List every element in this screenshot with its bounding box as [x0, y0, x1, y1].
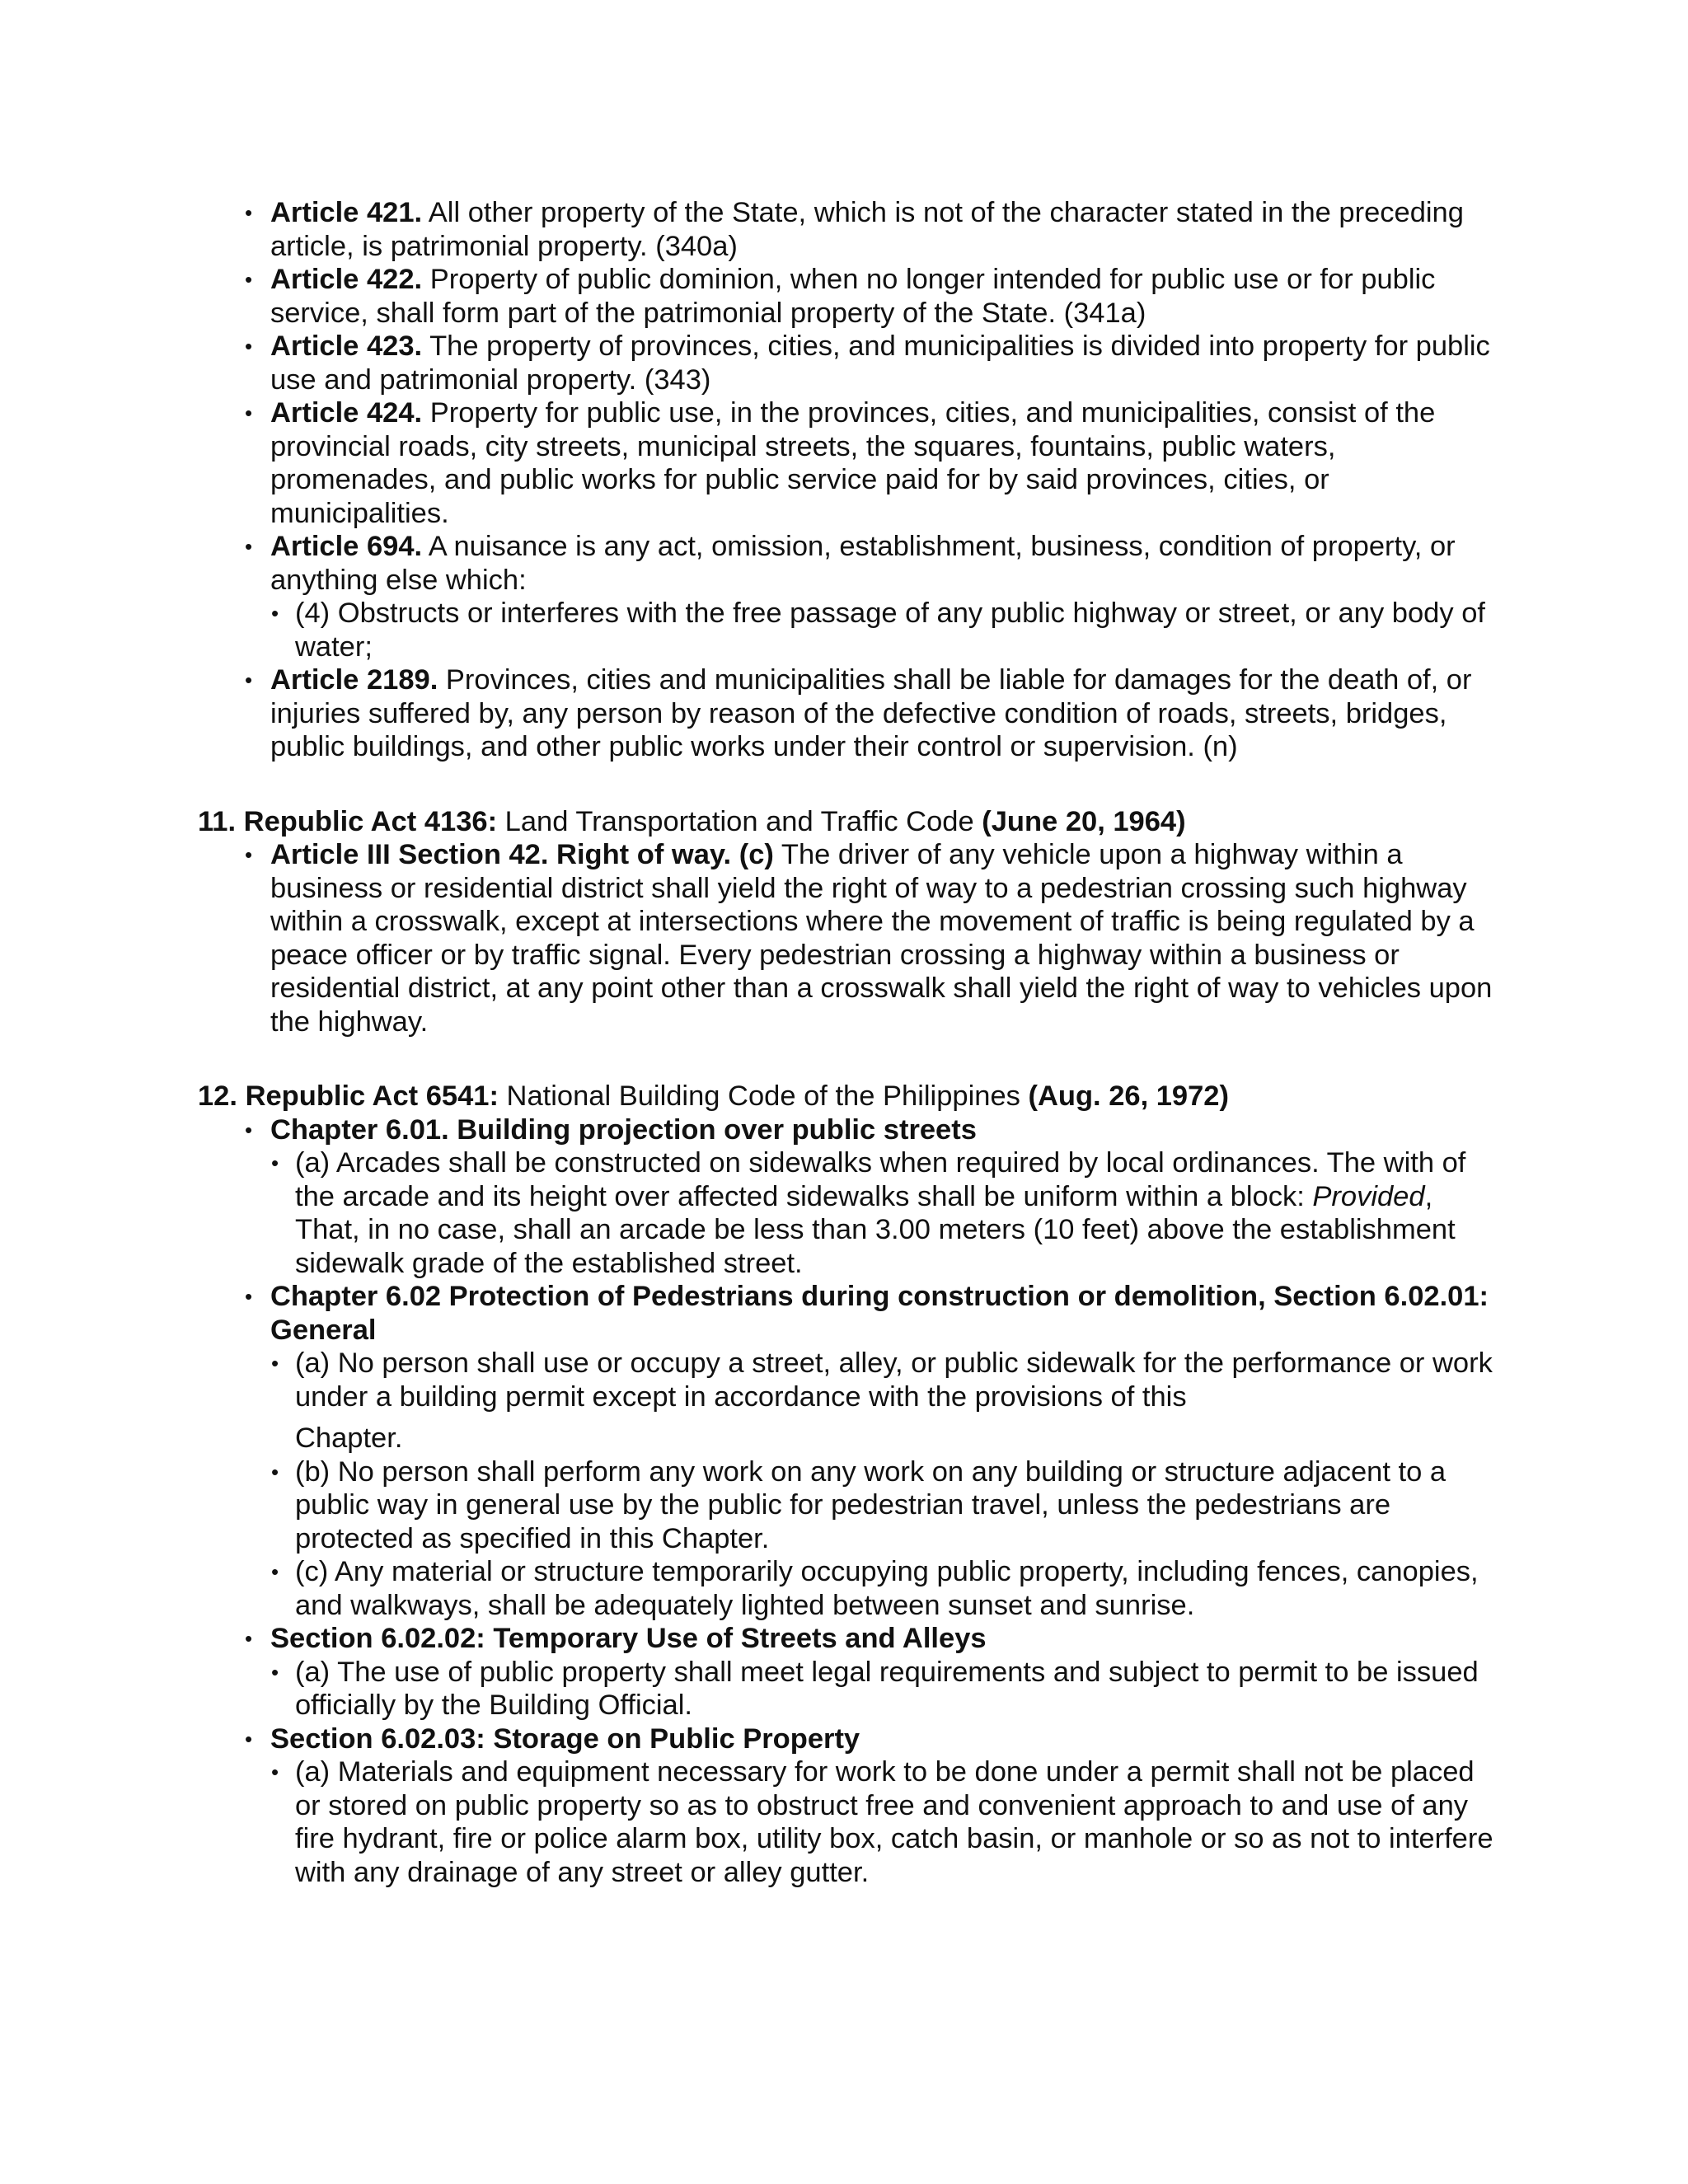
subitem-text-cont: , That, in no case, shall an arcade be less than 3.00 meters (10 feet) above the establishment sidewalk grade of the established street. [295, 1180, 1456, 1279]
article-text: Provinces, cities and municipalities shall be liable for damages for the death of, or injuries suffered by, any person by reason of the defective condition of roads, streets, bridges, public buildings, and other public works under their control or supervision. (n) [270, 664, 1472, 762]
article-number: Article 421. [270, 197, 423, 228]
subitem-text: (a) Materials and equipment necessary for work to be done under a permit shall not be placed or stored on public property so as to obstruct free and convenient approach to and use of any fire hydrant, fire or police alarm box, utility box, catch basin, or manhole or so as not to interfere with any drainage of any street or alley gutter. [295, 1756, 1493, 1888]
list-item-section-6-02-02 [270, 1622, 1498, 1656]
article-number: Article 2189. [270, 664, 438, 696]
act-name: Republic Act 4136: [243, 805, 498, 837]
act-date: (June 20, 1964) [982, 805, 1186, 837]
article-number: Article 422. [270, 264, 423, 295]
subitem-text: (b) No person shall perform any work on any work on any building or structure adjacent to a public way in general use by the public for pedestrian travel, unless the pedestrians are protected as specified in this Chapter. [295, 1455, 1447, 1554]
list-subitem-6-01-a [295, 1146, 1498, 1280]
list-item-right-of-way [270, 838, 1498, 1038]
item-heading: Article III Section 42. Right of way. (c) [270, 839, 774, 870]
subitem-text: (4) Obstructs or interferes with the free passage of any public highway or street, or any body of water; [295, 598, 1485, 663]
act-name: Republic Act 6541: [245, 1080, 499, 1112]
article-text: Property of public dominion, when no longer intended for public use or for public service, shall form part of the patrimonial property of the State. (341a) [270, 264, 1436, 329]
article-text: A nuisance is any act, omission, establishment, business, condition of property, or anything else which: [270, 531, 1456, 596]
act-title: National Building Code of the Philippines [498, 1080, 1029, 1112]
list-subitem-6-02-02-a [295, 1656, 1498, 1722]
section-12-heading [198, 1080, 1498, 1113]
article-number: Article 423. [270, 330, 423, 362]
article-text: The property of provinces, cities, and municipalities is divided into property for public use and patrimonial property. (343) [270, 330, 1490, 396]
chapter-heading: Chapter 6.01. Building projection over public streets [270, 1113, 977, 1146]
act-title: Land Transportation and Traffic Code [497, 805, 982, 837]
list-subitem-6-02-03-a [295, 1755, 1498, 1889]
section-heading: Section 6.02.03: Storage on Public Property [270, 1722, 860, 1755]
spacer [0, 764, 1688, 805]
subitem-italic: Provided [1312, 1180, 1425, 1212]
list-item-article-423 [270, 330, 1498, 396]
list-subitem-6-02-a [295, 1347, 1498, 1455]
article-text: All other property of the State, which is not of the character stated in the preceding article, is patrimonial property. (340a) [270, 197, 1464, 262]
list-item-chapter-6-01 [270, 1113, 1498, 1147]
list-item-article-421 [270, 196, 1498, 263]
list-item-article-424 [270, 396, 1498, 530]
section-11-heading [198, 805, 1498, 839]
list-item-article-694 [270, 530, 1498, 597]
list-subitem-6-02-c [295, 1555, 1498, 1622]
list-item-article-2189 [270, 663, 1498, 764]
subitem-text: (a) Arcades shall be constructed on sidewalks when required by local ordinances. The with of the arcade and its height over affected sidewalks shall be uniform within a block: [295, 1147, 1466, 1212]
article-text: Property for public use, in the provinces, cities, and municipalities, consist of the provincial roads, city streets, municipal streets, the squares, fountains, public waters, promenades, and public works for public service paid for by said provinces, cities, or municipalities. [270, 397, 1436, 529]
list-item-section-6-02-03 [270, 1722, 1498, 1756]
spacer [0, 1038, 1688, 1080]
list-subitem-article-694-4 [295, 597, 1498, 663]
list-item-chapter-6-02 [270, 1280, 1498, 1347]
article-number: Article 424. [270, 397, 423, 429]
subitem-text: (a) No person shall use or occupy a street, alley, or public sidewalk for the performance or work under a building permit except in accordance with the provisions of this [295, 1347, 1493, 1413]
section-heading: Section 6.02.02: Temporary Use of Streets and Alleys [270, 1623, 987, 1654]
article-number: Article 694. [270, 531, 423, 562]
act-date: (Aug. 26, 1972) [1028, 1080, 1229, 1112]
subitem-text-end: Chapter. [295, 1422, 403, 1454]
section-number: 12. [198, 1080, 237, 1112]
list-subitem-6-02-b [295, 1455, 1498, 1556]
subitem-text: (a) The use of public property shall meet legal requirements and subject to permit to be issued officially by the Building Official. [295, 1656, 1479, 1721]
section-number: 11. [198, 805, 237, 837]
item-text: The driver of any vehicle upon a highway within a business or residential district shall yield the right of way to a pedestrian crossing such highway within a crosswalk, except at intersections where the movement of traffic is being regulated by a peace officer or by traffic signal. Every pedestrian crossing a highway within a business or residential district, at any point other than a crosswalk shall yield the right of way to vehicles upon the highway. [270, 839, 1493, 1038]
subitem-text: (c) Any material or structure temporarily occupying public property, including fences, canopies, and walkways, shall be adequately lighted between sunset and sunrise. [295, 1556, 1479, 1621]
chapter-heading: Chapter 6.02 Protection of Pedestrians during construction or demolition, Section 6.02.01: General [270, 1281, 1489, 1346]
list-item-article-422 [270, 263, 1498, 330]
